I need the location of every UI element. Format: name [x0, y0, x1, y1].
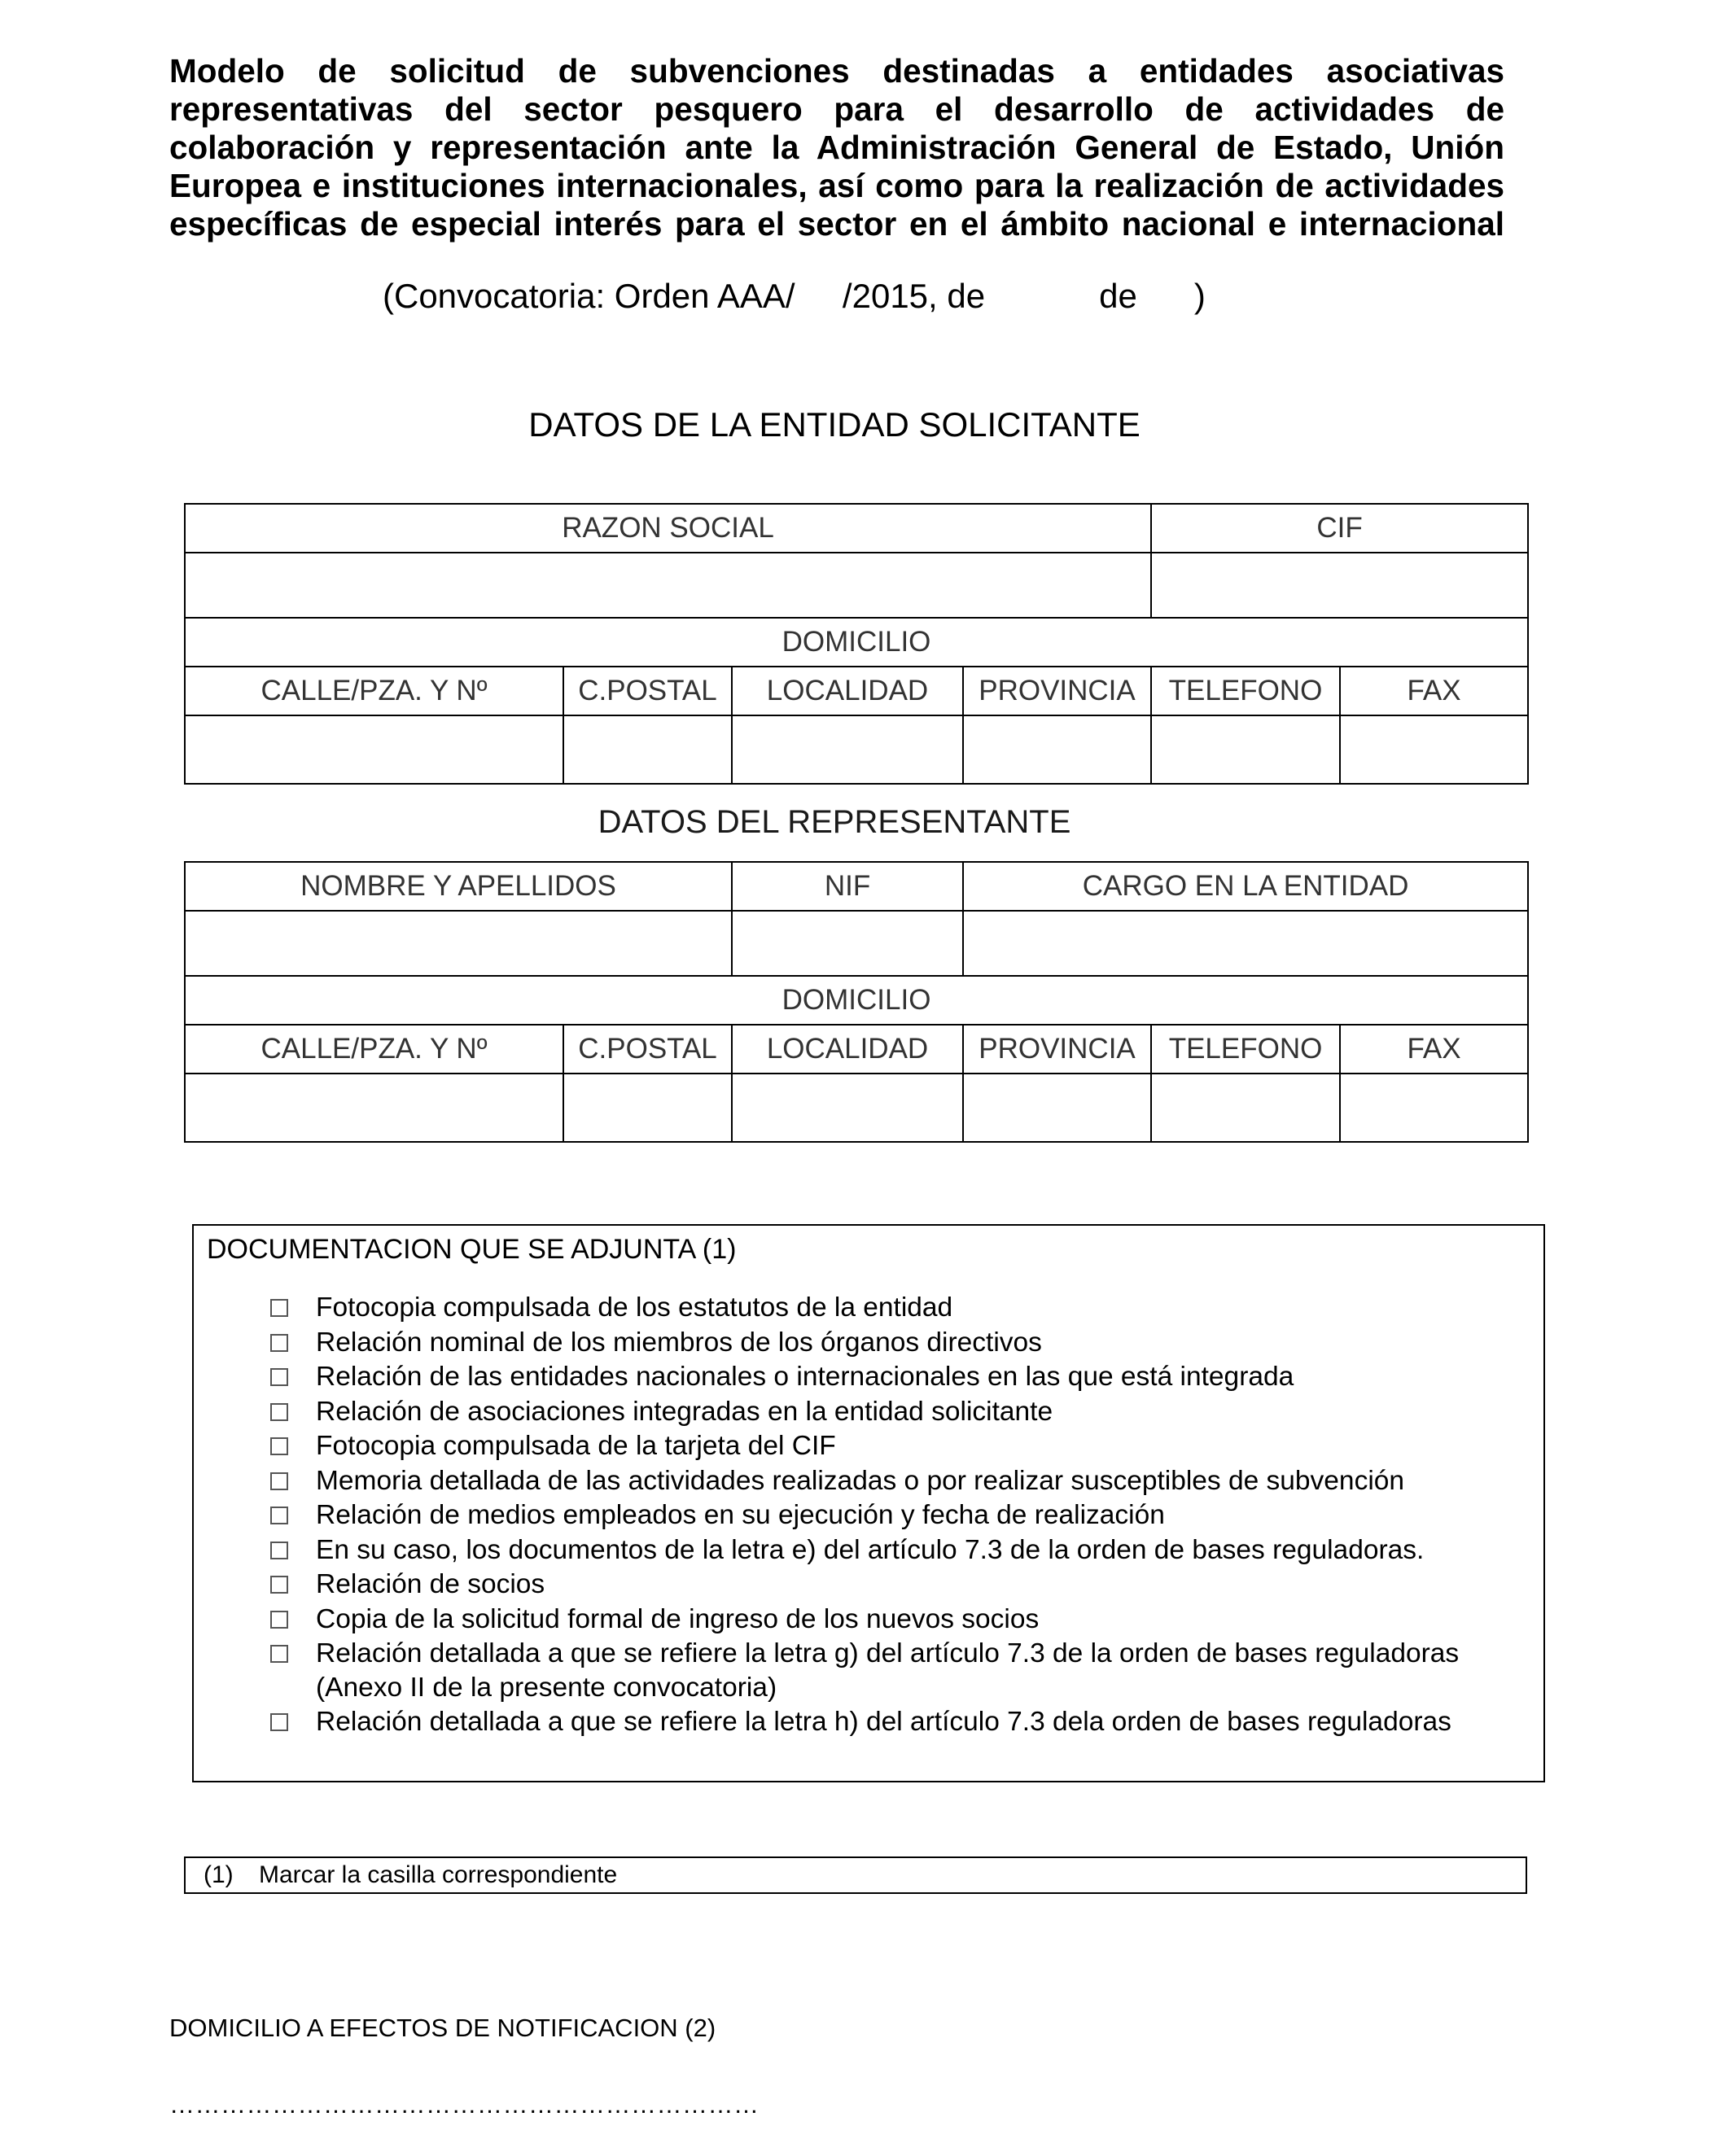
rep-col-provincia: PROVINCIA: [963, 1025, 1151, 1074]
doc-item: [194, 1429, 1543, 1464]
nif-header: NIF: [732, 862, 963, 911]
rep-col-calle: CALLE/PZA. Y Nº: [185, 1025, 563, 1074]
rep-calle-field[interactable]: [185, 1074, 563, 1142]
doc-item: [194, 1395, 1543, 1430]
doc-item: [194, 1464, 1543, 1499]
doc-item-label: Relación nominal de los miembros de los órganos directivos: [316, 1327, 1042, 1358]
rep-fax-field[interactable]: [1340, 1074, 1528, 1142]
entidad-section-title: DATOS DE LA ENTIDAD SOLICITANTE: [528, 405, 1141, 444]
entidad-domicilio-header: DOMICILIO: [185, 618, 1528, 667]
doc-item-label: Copia de la solicitud formal de ingreso de los nuevos socios: [316, 1603, 1040, 1634]
doc-item: [194, 1637, 1543, 1705]
entidad-col-provincia: PROVINCIA: [963, 667, 1151, 715]
document-title: Modelo de solicitud de subvenciones destinadas a entidades asociativas representativas del sector pesquero para el desarrollo de actividades de colaboración y representación ante la Administración General de Estado, Unión Europea e instituciones internacionales, así como para la realización de actividades específicas de especial interés para el sector en el ámbito nacional e internacional: [169, 52, 1504, 243]
razon-social-header: RAZON SOCIAL: [185, 504, 1151, 553]
rep-cpostal-field[interactable]: [563, 1074, 732, 1142]
checkbox[interactable]: [270, 1645, 288, 1663]
checkbox[interactable]: [270, 1368, 288, 1386]
doc-item: [194, 1533, 1543, 1568]
checkbox[interactable]: [270, 1472, 288, 1490]
checkbox[interactable]: [270, 1611, 288, 1629]
documentacion-list: [194, 1291, 1543, 1740]
entidad-provincia-field[interactable]: [963, 715, 1151, 784]
doc-item-label: Fotocopia compulsada de la tarjeta del CIF: [316, 1431, 836, 1461]
footnote-number: (1): [204, 1861, 234, 1888]
cif-header: CIF: [1151, 504, 1528, 553]
cargo-field[interactable]: [963, 911, 1528, 976]
nombre-field[interactable]: [185, 911, 732, 976]
documentacion-heading: DOCUMENTACION QUE SE ADJUNTA (1): [207, 1234, 737, 1265]
doc-item-label: En su caso, los documentos de la letra e) del artículo 7.3 de la orden de bases reguladoras.: [316, 1534, 1425, 1565]
cif-field[interactable]: [1151, 553, 1528, 618]
checkbox[interactable]: [270, 1299, 288, 1317]
rep-col-cpostal: C.POSTAL: [563, 1025, 732, 1074]
doc-item-label: Relación detallada a que se refiere la letra h) del artículo 7.3 dela orden de bases reguladoras: [316, 1707, 1451, 1737]
cargo-header: CARGO EN LA ENTIDAD: [963, 862, 1528, 911]
doc-item-label: Relación de socios: [316, 1569, 545, 1599]
entidad-col-localidad: LOCALIDAD: [732, 667, 963, 715]
doc-item: [194, 1326, 1543, 1361]
razon-social-field[interactable]: [185, 553, 1151, 618]
rep-col-fax: FAX: [1340, 1025, 1528, 1074]
entidad-col-telefono: TELEFONO: [1151, 667, 1340, 715]
checkbox[interactable]: [270, 1437, 288, 1455]
doc-item-label: Memoria detallada de las actividades realizadas o por realizar susceptibles de subvención: [316, 1465, 1405, 1496]
doc-item: [194, 1291, 1543, 1326]
checkbox[interactable]: [270, 1334, 288, 1352]
rep-telefono-field[interactable]: [1151, 1074, 1340, 1142]
rep-localidad-field[interactable]: [732, 1074, 963, 1142]
entidad-telefono-field[interactable]: [1151, 715, 1340, 784]
rep-col-localidad: LOCALIDAD: [732, 1025, 963, 1074]
checkbox[interactable]: [270, 1507, 288, 1524]
representante-section-title: DATOS DEL REPRESENTANTE: [598, 804, 1071, 840]
entidad-table: [184, 503, 1529, 785]
doc-item-label: Relación de medios empleados en su ejecución y fecha de realización: [316, 1500, 1165, 1530]
doc-item-label: Fotocopia compulsada de los estatutos de la entidad: [316, 1292, 953, 1323]
representante-domicilio-header: DOMICILIO: [185, 976, 1528, 1025]
footnote-text: Marcar la casilla correspondiente: [259, 1861, 618, 1888]
entidad-localidad-field[interactable]: [732, 715, 963, 784]
footnote-box: [184, 1856, 1527, 1894]
rep-provincia-field[interactable]: [963, 1074, 1151, 1142]
rep-col-telefono: TELEFONO: [1151, 1025, 1340, 1074]
notificacion-dotted-line[interactable]: ……………………………………………………………: [169, 2090, 760, 2119]
checkbox[interactable]: [270, 1542, 288, 1559]
entidad-fax-field[interactable]: [1340, 715, 1528, 784]
doc-item: [194, 1498, 1543, 1533]
checkbox[interactable]: [270, 1403, 288, 1421]
entidad-cpostal-field[interactable]: [563, 715, 732, 784]
documentacion-box: [192, 1224, 1545, 1782]
entidad-col-calle: CALLE/PZA. Y Nº: [185, 667, 563, 715]
entidad-calle-field[interactable]: [185, 715, 563, 784]
entidad-col-fax: FAX: [1340, 667, 1528, 715]
convocatoria-line: (Convocatoria: Orden AAA/ /2015, de de ): [383, 277, 1206, 315]
notificacion-label: DOMICILIO A EFECTOS DE NOTIFICACION (2): [169, 2014, 716, 2042]
checkbox[interactable]: [270, 1713, 288, 1731]
doc-item: [194, 1568, 1543, 1603]
doc-item: [194, 1360, 1543, 1395]
representante-table: [184, 861, 1529, 1143]
checkbox[interactable]: [270, 1576, 288, 1594]
nif-field[interactable]: [732, 911, 963, 976]
entidad-col-cpostal: C.POSTAL: [563, 667, 732, 715]
doc-item: [194, 1603, 1543, 1638]
doc-item: [194, 1705, 1543, 1740]
doc-item-label: Relación de las entidades nacionales o internacionales en las que está integrada: [316, 1362, 1294, 1392]
doc-item-label: Relación detallada a que se refiere la letra g) del artículo 7.3 de la orden de bases reguladoras (Anexo II de la presente convocatoria): [316, 1638, 1460, 1703]
nombre-header: NOMBRE Y APELLIDOS: [185, 862, 732, 911]
doc-item-label: Relación de asociaciones integradas en la entidad solicitante: [316, 1396, 1053, 1427]
